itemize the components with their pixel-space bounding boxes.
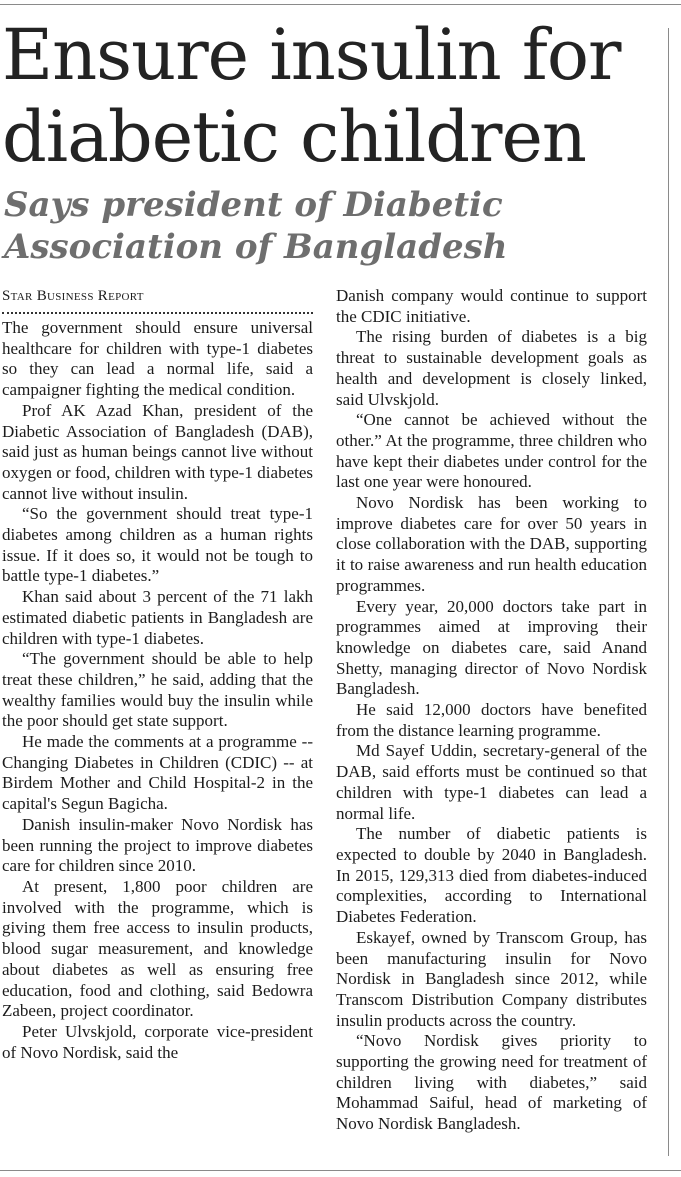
subheadline: Says president of Diabetic Association of Bangladesh	[4, 185, 508, 267]
paragraph: “Novo Nordisk gives priority to supporting the growing need for treatment of children living with diabetes,” said Mohammad Saiful, head of marketing of Novo Nordisk Bangladesh.	[336, 1031, 647, 1134]
top-rule	[0, 4, 681, 5]
paragraph: At present, 1,800 poor children are involved with the programme, which is giving them free access to insulin products, blood sugar measurement, and knowledge about diabetes as well as ensuring free education, food and clothing, said Bedowra Zabeen, project coordinator.	[2, 876, 313, 1021]
paragraph: Novo Nordisk has been working to improve diabetes care for over 50 years in close collaboration with the DAB, supporting it to raise awareness and run health education programmes.	[336, 493, 647, 595]
paragraph: Eskayef, owned by Transcom Group, has been manufacturing insulin for Novo Nordisk in Bangladesh since 2012, while Transcom Distribution Company distributes insulin products across the country.	[336, 927, 647, 1030]
article-column-2	[336, 286, 647, 1135]
paragraph: Peter Ulvskjold, corporate vice-president of Novo Nordisk, said the	[2, 1021, 313, 1062]
paragraph: “So the government should treat type-1 diabetes among children as a human rights issue. If it does so, it would not be tough to battle type-1 diabetes.”	[2, 504, 313, 586]
paragraph: Prof AK Azad Khan, president of the Diabetic Association of Bangladesh (DAB), said just as human beings cannot live without oxygen or food, children with type-1 diabetes cannot live without insulin.	[2, 400, 313, 503]
paragraph: The rising burden of diabetes is a big threat to sustainable development goals as health and development is closely linked, said Ulvskjold.	[336, 327, 647, 409]
paragraph: The government should ensure universal healthcare for children with type-1 diabetes so they can lead a normal life, said a campaigner fighting the medical condition.	[2, 318, 313, 400]
paragraph: “The government should be able to help treat these children,” he said, adding that the wealthy families would buy the insulin while the poor should get state support.	[2, 649, 313, 731]
bottom-rule	[0, 1170, 681, 1171]
article-column-1	[2, 286, 313, 1063]
column-right-rule	[668, 28, 669, 1156]
paragraph: The number of diabetic patients is expected to double by 2040 in Bangladesh. In 2015, 129,313 died from diabetes-induced complexities, according to International Diabetes Federation.	[336, 824, 647, 927]
paragraph: “One cannot be achieved without the other.” At the programme, three children who have kept their diabetes under control for the last one year were honoured.	[336, 410, 647, 492]
paragraph: He made the comments at a programme -- Changing Diabetes in Children (CDIC) -- at Birdem Mother and Child Hospital-2 in the capital's Segun Bagicha.	[2, 732, 313, 814]
paragraph: Danish insulin-maker Novo Nordisk has been running the project to improve diabetes care for children since 2010.	[2, 814, 313, 876]
paragraph: Khan said about 3 percent of the 71 lakh estimated diabetic patients in Bangladesh are children with type-1 diabetes.	[2, 587, 313, 648]
paragraph: Danish company would continue to support the CDIC initiative.	[336, 286, 647, 326]
paragraph: He said 12,000 doctors have benefited from the distance learning programme.	[336, 700, 647, 740]
paragraph: Every year, 20,000 doctors take part in programmes aimed at improving their knowledge on diabetes care, said Anand Shetty, managing director of Novo Nordisk Bangladesh.	[336, 596, 647, 699]
byline-dotted-rule	[2, 312, 313, 314]
byline: Star Business Report	[2, 288, 144, 304]
headline: Ensure insulin for diabetic children	[2, 14, 621, 178]
paragraph: Md Sayef Uddin, secretary-general of the DAB, said efforts must be continued so that children with type-1 diabetes can lead a normal life.	[336, 741, 647, 823]
